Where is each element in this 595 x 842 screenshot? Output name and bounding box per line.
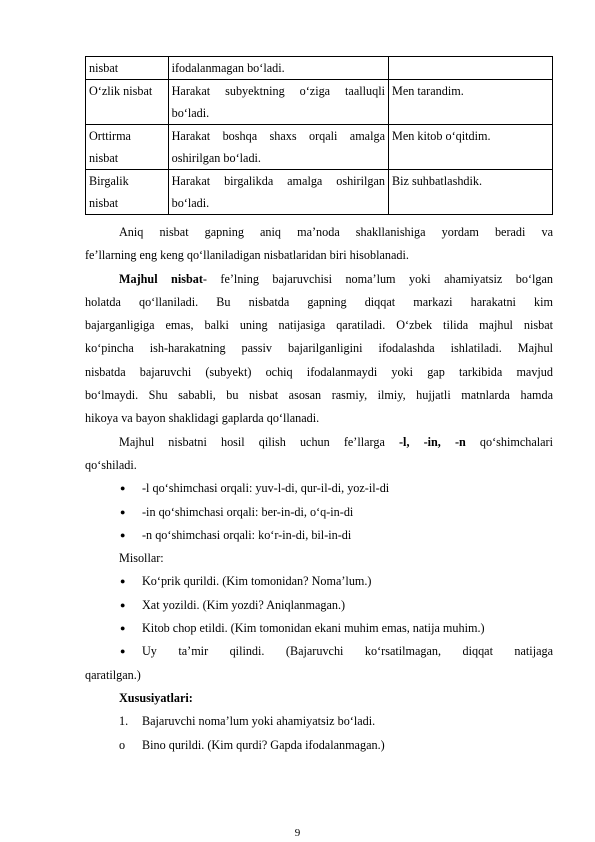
list-item bbox=[85, 617, 553, 640]
cell-text: O‘zlik nisbat bbox=[89, 84, 153, 98]
table-cell bbox=[168, 80, 388, 125]
cell-text: Harakat subyektning o‘ziga taalluqli bbox=[171, 84, 385, 98]
table-row bbox=[86, 170, 553, 215]
list-item-text: Bino qurildi. (Kim qurdi? Gapda ifodalanmagan.) bbox=[142, 737, 385, 752]
voice-table-body bbox=[86, 57, 553, 215]
list-item-text: qaratilgan.) bbox=[85, 667, 141, 682]
paragraph-line: Aniq nisbat gapning aniq ma’noda shakllanishiga yordam beradi va bbox=[119, 225, 553, 239]
table-row bbox=[86, 80, 553, 125]
paragraph-line: bo‘lmaydi. Shu sababli, bu nisbat asosan rasmiy, ilmiy, hujjatli matnlarda hamda bbox=[85, 388, 553, 403]
examples-heading bbox=[85, 547, 553, 570]
list-item bbox=[85, 501, 553, 524]
list-item bbox=[85, 477, 553, 500]
table-cell bbox=[168, 125, 388, 170]
table-cell bbox=[388, 125, 552, 170]
cell-text: nisbat bbox=[89, 61, 119, 75]
heading-text: Misollar: bbox=[119, 551, 164, 566]
paragraph-line: holatda qo‘llaniladi. Bu nisbatda gapning diqqat markazi harakatni kim bbox=[85, 294, 553, 309]
table-cell bbox=[168, 57, 388, 80]
paragraph-line: qo‘shiladi. bbox=[85, 457, 137, 472]
cell-text: nisbat bbox=[89, 196, 119, 210]
suffixes-text: -l, -in, -n bbox=[399, 434, 466, 449]
table-cell bbox=[168, 170, 388, 215]
heading-text: Xususiyatlari: bbox=[119, 690, 193, 705]
paragraph-line: fe’llarning eng keng qo‘llaniladigan nisbatlaridan biri hisoblanadi. bbox=[85, 248, 409, 263]
list-item bbox=[85, 524, 553, 547]
table-cell bbox=[86, 57, 169, 80]
list-item-text: -l qo‘shimchasi orqali: yuv-l-di, qur-il-di, yoz-il-di bbox=[142, 481, 390, 496]
sub-bullet-icon: o bbox=[119, 737, 126, 752]
table-cell bbox=[388, 57, 552, 80]
cell-text: oshirilgan bo‘ladi. bbox=[171, 151, 261, 165]
paragraph-line: ko‘pincha ish-harakatning passiv bajarilganligini ifodalashda ishlatiladi. Majhul bbox=[85, 341, 553, 356]
bullet-icon: ● bbox=[120, 646, 126, 657]
cell-text: Harakat boshqa shaxs orqali amalga bbox=[171, 129, 385, 143]
list-item-text: -n qo‘shimchasi orqali: ko‘r-in-di, bil-in-di bbox=[142, 527, 352, 542]
paragraph-line: qo‘shimchalari bbox=[479, 434, 553, 449]
table-row bbox=[86, 125, 553, 170]
table-cell bbox=[388, 170, 552, 215]
cell-text: Men tarandim. bbox=[391, 84, 464, 98]
list-item-text: Bajaruvchi noma’lum yoki ahamiyatsiz bo‘ladi. bbox=[142, 714, 376, 729]
list-item bbox=[85, 570, 553, 593]
cell-text: bo‘ladi. bbox=[171, 106, 210, 120]
item-number: 1. bbox=[119, 714, 129, 729]
list-item-text: Kitob chop etildi. (Kim tomonidan ekani muhim emas, natija muhim.) bbox=[142, 621, 485, 636]
paragraph-line: Majhul nisbatni hosil qilish uchun fe’llarga bbox=[119, 434, 385, 449]
document-body bbox=[85, 221, 553, 757]
list-item bbox=[85, 594, 553, 617]
table-row bbox=[86, 57, 553, 80]
term-majhul-nisbat: Majhul nisbat bbox=[119, 271, 203, 286]
table-cell bbox=[86, 80, 169, 125]
list-item-text: -in qo‘shimchasi orqali: ber-in-di, o‘q-in-di bbox=[142, 504, 354, 519]
cell-text: nisbat bbox=[89, 151, 119, 165]
features-heading bbox=[85, 687, 553, 710]
page-number: 9 bbox=[294, 827, 301, 839]
sub-list-item bbox=[85, 734, 553, 757]
paragraph-majhul-nisbat bbox=[85, 268, 553, 431]
paragraph-line: bajarganligiga emas, balki uning natijasiga qaratiladi. O‘zbek tilida majhul nisbat bbox=[85, 318, 553, 333]
cell-text: Men kitob o‘qitdim. bbox=[391, 129, 491, 143]
bullet-icon: ● bbox=[120, 483, 126, 494]
list-item-text: Xat yozildi. (Kim yozdi? Aniqlanmagan.) bbox=[142, 597, 346, 612]
numbered-item bbox=[85, 710, 553, 733]
paragraph-line: nisbatda bajaruvchi (subyekt) ochiq ifodalanmaydi yoki gap tarkibida mavjud bbox=[85, 364, 553, 379]
paragraph-aniq-nisbat bbox=[85, 221, 553, 268]
paragraph-line: hikoya va bayon shaklidagi gaplarda qo‘llanadi. bbox=[85, 411, 320, 426]
table-cell bbox=[388, 80, 552, 125]
bullet-icon: ● bbox=[120, 576, 126, 587]
table-cell bbox=[86, 125, 169, 170]
list-item-text: Ko‘prik qurildi. (Kim tomonidan? Noma’lum.) bbox=[142, 574, 372, 589]
paragraph-line: - fe’lning bajaruvchisi noma’lum yoki ahamiyatsiz bo‘lgan bbox=[202, 271, 553, 286]
cell-text: Orttirma bbox=[89, 129, 131, 143]
table-cell bbox=[86, 170, 169, 215]
cell-text: bo‘ladi. bbox=[171, 196, 210, 210]
list-item-wrapped bbox=[85, 640, 553, 687]
bullet-icon: ● bbox=[120, 506, 126, 517]
bullet-icon: ● bbox=[120, 599, 126, 610]
bullet-icon: ● bbox=[120, 623, 126, 634]
cell-text: Biz suhbatlashdik. bbox=[391, 174, 483, 188]
cell-text: ifodalanmagan bo‘ladi. bbox=[171, 61, 285, 75]
bullet-icon: ● bbox=[120, 529, 126, 540]
voice-table bbox=[85, 56, 553, 215]
cell-text: Harakat birgalikda amalga oshirilgan bbox=[171, 174, 385, 188]
list-item-text: Uy ta’mir qilindi. (Bajaruvchi ko‘rsatilmagan, diqqat natijaga bbox=[142, 644, 553, 659]
cell-text: Birgalik bbox=[89, 174, 129, 188]
paragraph-suffixes bbox=[85, 431, 553, 478]
